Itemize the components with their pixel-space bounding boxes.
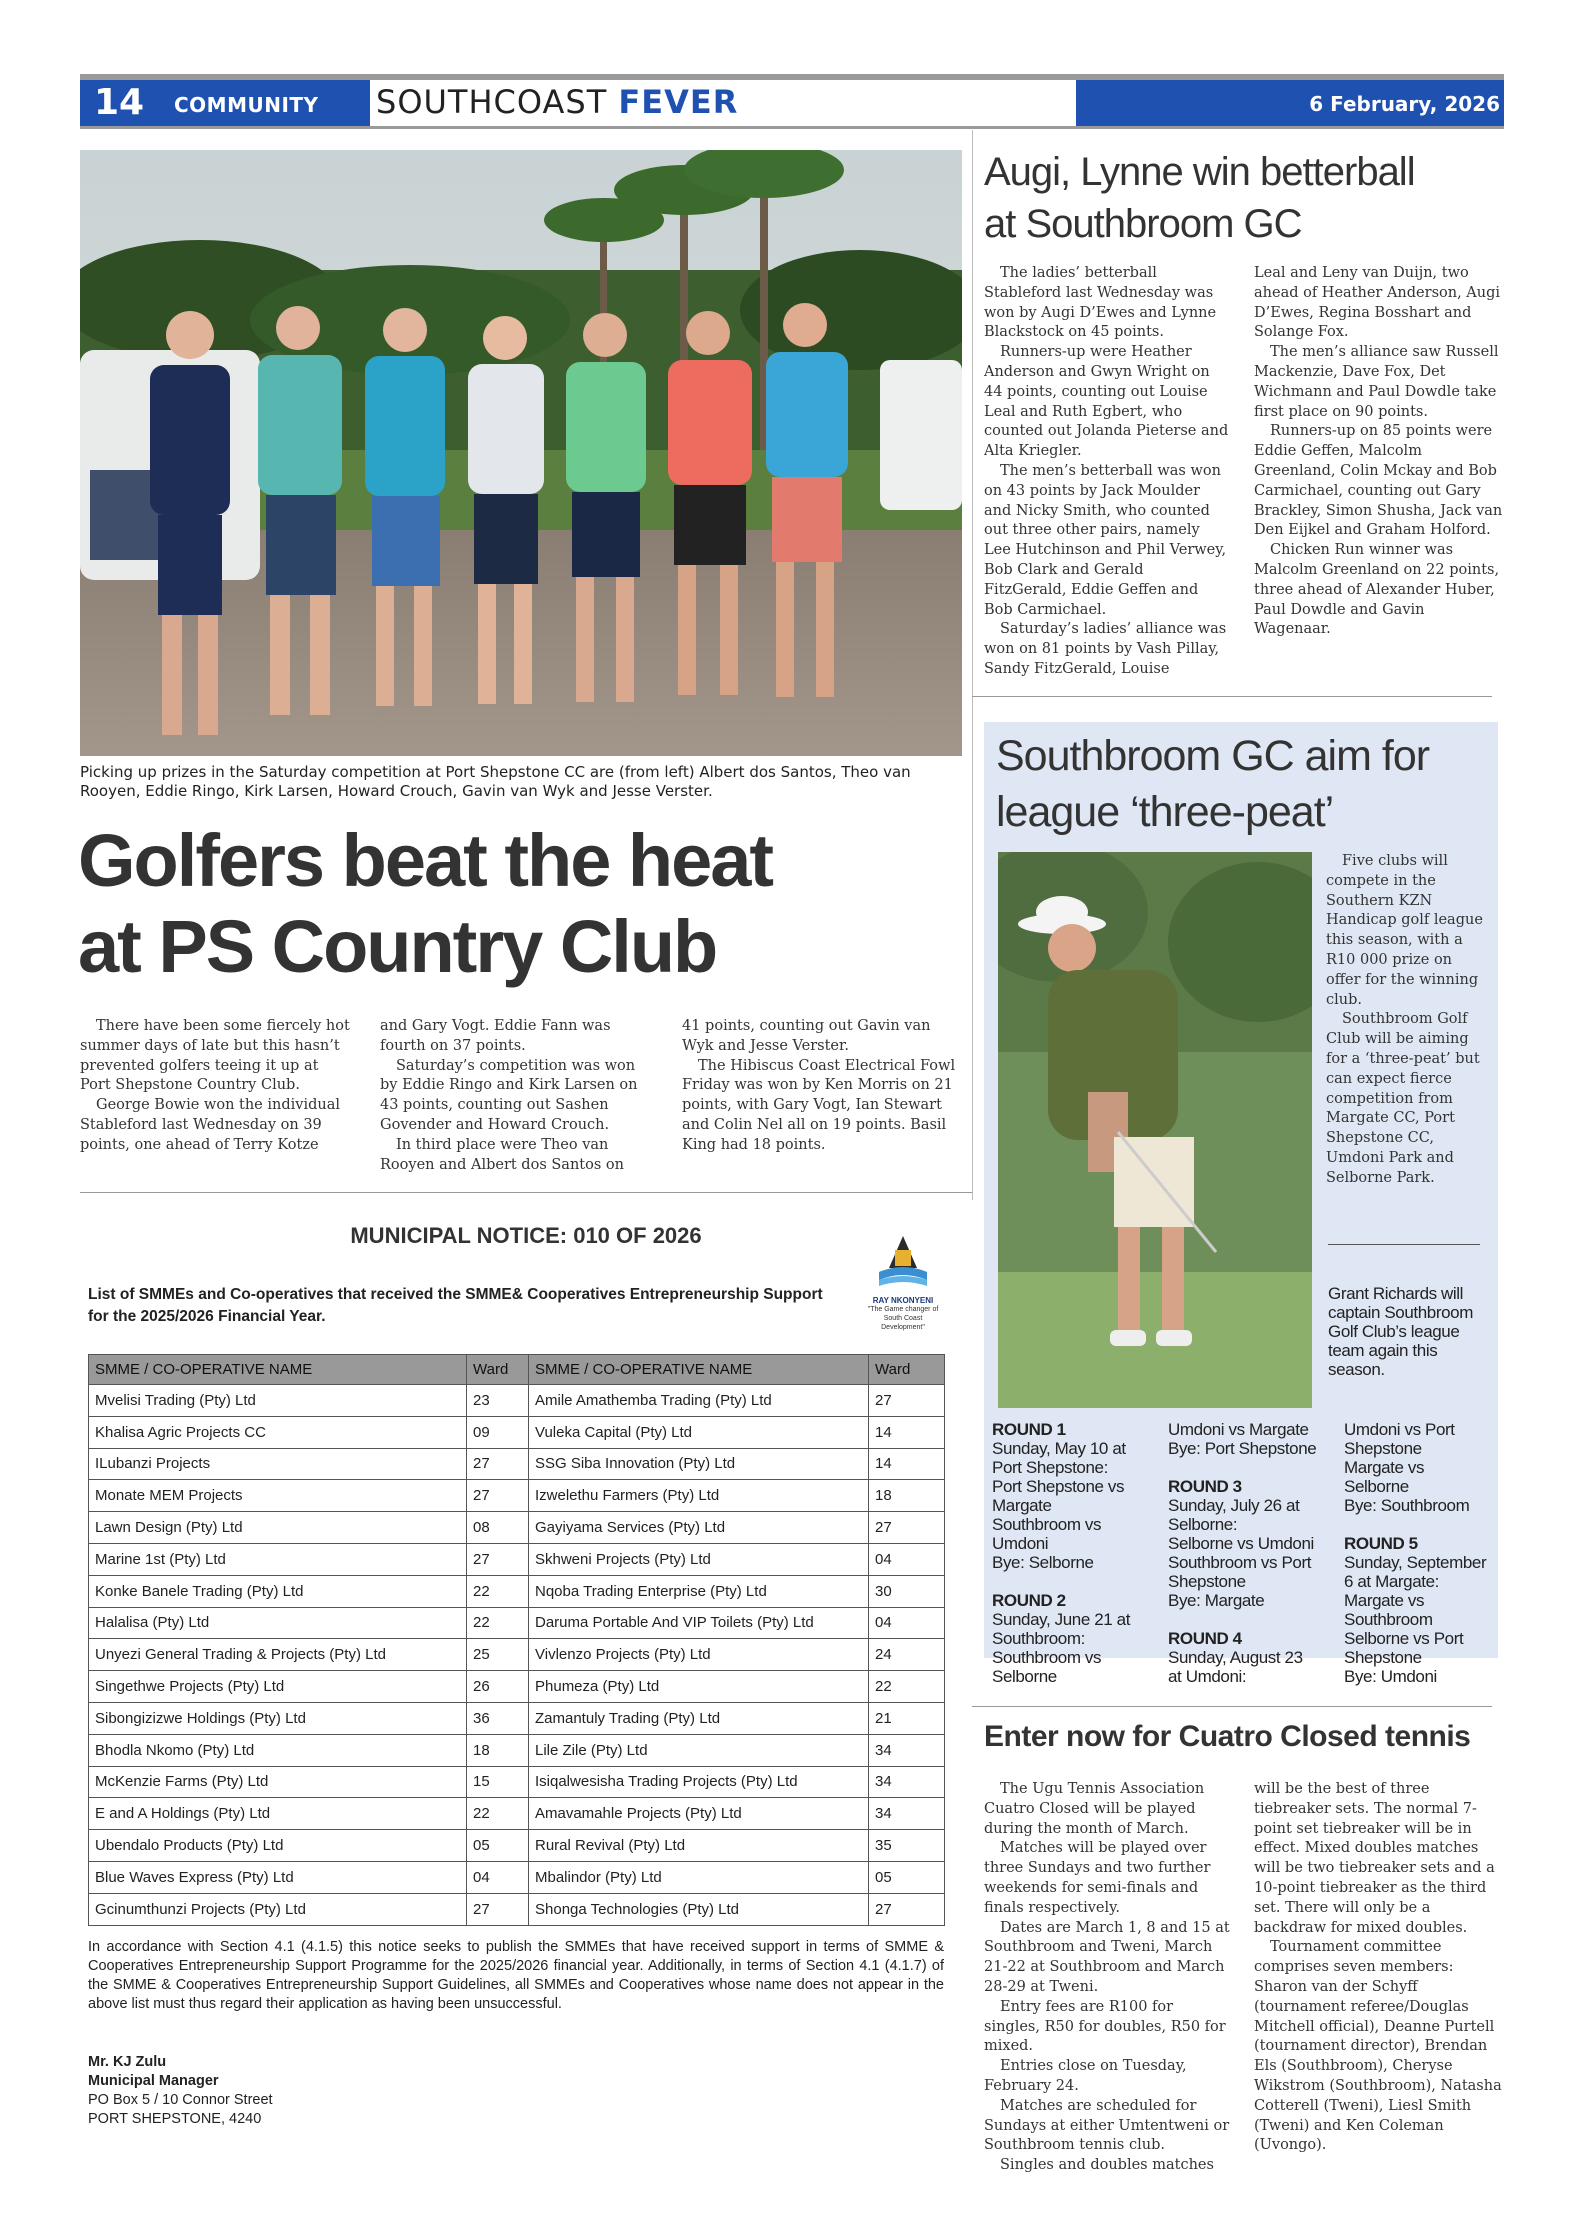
fixture-line: Margate bbox=[992, 1496, 1052, 1515]
golf-story-col1 bbox=[80, 1017, 350, 1156]
ward-cell: 15 bbox=[467, 1766, 529, 1798]
fixture-line: Selborne bbox=[992, 1667, 1057, 1686]
notice-footer-text: In accordance with Section 4.1 (4.1.5) this notice seeks to publish the SMMEs that have received support in terms of SMME & Cooperatives Entrepreneurship Support Programme for the 2025/2026 financial year. Additionally, in terms of Section 4.1 (4.1.7) of the SMME & Cooperatives Entrepreneurship Support Guidelines, all SMMEs and Cooperatives whose name does not appear in the above list must thus regard their application as having been unsuccessful. bbox=[88, 1939, 944, 2012]
smme-name-cell: Rural Revival (Pty) Ltd bbox=[529, 1830, 869, 1862]
table-row bbox=[89, 1671, 945, 1703]
fixture-line: 6 at Margate: bbox=[1344, 1572, 1439, 1591]
round-heading: ROUND 2 bbox=[992, 1591, 1066, 1610]
smme-name-cell: E and A Holdings (Pty) Ltd bbox=[89, 1798, 467, 1830]
paragraph: Tournament committee comprises seven members: Sharon van der Schyff (tournament referee/Douglas Mitchell official), Deanne Purtell (tournament director), Brendan Els (Southbroom), Cheryse Wikstrom (Southbroom), Natasha Cotterell (Tweni), Liesl Smith (Tweni) and Ken Coleman (Uvongo). bbox=[1254, 1939, 1502, 2154]
smme-name-cell: Sibongizizwe Holdings (Pty) Ltd bbox=[89, 1702, 467, 1734]
fixture-block bbox=[1168, 1420, 1340, 1458]
smme-name-cell: Vivlenzo Projects (Pty) Ltd bbox=[529, 1639, 869, 1671]
ward-cell: 25 bbox=[467, 1639, 529, 1671]
fixture-line: Port Shepstone vs bbox=[992, 1477, 1125, 1496]
header-bottom-rule bbox=[80, 126, 1504, 129]
municipal-crest-icon bbox=[873, 1232, 933, 1292]
smme-name-cell: Singethwe Projects (Pty) Ltd bbox=[89, 1671, 467, 1703]
fixture-line: Umdoni bbox=[992, 1534, 1049, 1553]
paragraph: Saturday’s competition was won by Eddie Ringo and Kirk Larsen on 43 points, counting out Sashen Govender and Howard Crouch. bbox=[380, 1057, 638, 1133]
augi-story-title bbox=[984, 146, 1504, 250]
paragraph: There have been some fiercely hot summer days of late but this hasn’t prevented golfers teeing it up at Port Shepstone Country Club. bbox=[80, 1018, 350, 1094]
smme-name-cell: Khalisa Agric Projects CC bbox=[89, 1416, 467, 1448]
ward-cell: 08 bbox=[467, 1512, 529, 1544]
golfers-photo-caption: Picking up prizes in the Saturday competition at Port Shepstone CC are (from left) Albert dos Santos, Theo van Rooyen, Eddie Ringo, Kirk Larsen, Howard Crouch, Gavin van Wyk and Jesse Verster. bbox=[80, 763, 911, 800]
ward-cell: 27 bbox=[869, 1893, 945, 1925]
fixture-block bbox=[1344, 1534, 1500, 1686]
logo-tagline: "The Game changer of South Coast Development" bbox=[867, 1306, 939, 1331]
smme-name-cell: Izwelethu Farmers (Pty) Ltd bbox=[529, 1480, 869, 1512]
smme-name-cell: Shonga Technologies (Pty) Ltd bbox=[529, 1893, 869, 1925]
table-row bbox=[89, 1385, 945, 1417]
ward-cell: 04 bbox=[869, 1543, 945, 1575]
ward-cell: 22 bbox=[467, 1575, 529, 1607]
smme-name-cell: Ubendalo Products (Pty) Ltd bbox=[89, 1830, 467, 1862]
smme-name-cell: Marine 1st (Pty) Ltd bbox=[89, 1543, 467, 1575]
augi-title-line1: Augi, Lynne win betterball bbox=[984, 150, 1415, 194]
smme-name-cell: Daruma Portable And VIP Toilets (Pty) Ltd bbox=[529, 1607, 869, 1639]
paragraph: Runners-up on 85 points were Eddie Geffen, Malcolm Greenland, Colin Mckay and Bob Carmichael, counting out Gary Brackley, Simon Shusha, Jack van Den Eijkel and Graham Holford. bbox=[1254, 423, 1503, 539]
table-row bbox=[89, 1448, 945, 1480]
paragraph: The ladies’ betterball Stableford last Wednesday was won by Augi D’Ewes and Lynne Blackstock on 45 points. bbox=[984, 265, 1217, 341]
signatory-name: Mr. KJ Zulu bbox=[88, 2054, 167, 2070]
fixture-block bbox=[992, 1591, 1164, 1686]
column-header: Ward bbox=[869, 1355, 945, 1385]
fixture-line: Bye: Southbroom bbox=[1344, 1496, 1470, 1515]
brand-thin: SOUTHCOAST bbox=[376, 83, 619, 121]
table-row bbox=[89, 1861, 945, 1893]
ward-cell: 36 bbox=[467, 1702, 529, 1734]
ward-cell: 04 bbox=[869, 1607, 945, 1639]
paragraph: Entry fees are R100 for singles, R50 for doubles, R50 for mixed. bbox=[984, 1998, 1226, 2055]
section-divider bbox=[972, 696, 1492, 697]
smme-name-cell: Gayiyama Services (Pty) Ltd bbox=[529, 1512, 869, 1544]
ward-cell: 14 bbox=[869, 1416, 945, 1448]
fixture-line: Selborne: bbox=[1168, 1515, 1238, 1534]
round-heading: ROUND 3 bbox=[1168, 1477, 1242, 1496]
smme-name-cell: Bhodla Nkomo (Pty) Ltd bbox=[89, 1734, 467, 1766]
paragraph: Leal and Leny van Duijn, two ahead of Heather Anderson, Augi D’Ewes, Regina Bosshart and Solange Fox. bbox=[1254, 265, 1501, 341]
notice-title: MUNICIPAL NOTICE: 010 OF 2026 bbox=[350, 1223, 702, 1248]
address-line: PO Box 5 / 10 Connor Street bbox=[88, 2092, 273, 2108]
paragraph: The Hibiscus Coast Electrical Fowl Friday was won by Ken Morris on 21 points, with Gary Vogt, Ian Stewart and Colin Nel all on 19 points. Basil King had 18 points. bbox=[682, 1057, 956, 1153]
augi-title-line2: at Southbroom GC bbox=[984, 202, 1302, 246]
ward-cell: 27 bbox=[467, 1480, 529, 1512]
smme-table-wrap bbox=[88, 1354, 945, 1926]
smme-name-cell: Isiqalwesisha Trading Projects (Pty) Ltd bbox=[529, 1766, 869, 1798]
fixture-line: Southbroom vs bbox=[992, 1648, 1102, 1667]
fixture-line: Selborne vs Port bbox=[1344, 1629, 1464, 1648]
ward-cell: 22 bbox=[467, 1607, 529, 1639]
tennis-story-col1 bbox=[984, 1780, 1230, 2176]
smme-name-cell: Gcinumthunzi Projects (Pty) Ltd bbox=[89, 1893, 467, 1925]
league-story-title bbox=[996, 728, 1496, 840]
fixture-line: Shepstone bbox=[1344, 1648, 1422, 1667]
fixture-line: Umdoni vs Margate bbox=[1168, 1420, 1309, 1439]
page-header-left bbox=[80, 80, 370, 126]
ward-cell: 14 bbox=[869, 1448, 945, 1480]
table-row bbox=[89, 1639, 945, 1671]
smme-name-cell: Vuleka Capital (Pty) Ltd bbox=[529, 1416, 869, 1448]
fixture-line: Southbroom bbox=[1344, 1610, 1433, 1629]
fixture-line: Southbroom vs Port bbox=[1168, 1553, 1312, 1572]
golfer-photo-illustration bbox=[998, 852, 1312, 1408]
fixture-line: Southbroom vs bbox=[992, 1515, 1102, 1534]
smme-name-cell: Amile Amathemba Trading (Pty) Ltd bbox=[529, 1385, 869, 1417]
paragraph: Five clubs will compete in the Southern KZN Handicap golf league this season, with a R10 000 prize on offer for the winning club. bbox=[1326, 853, 1483, 1008]
smme-name-cell: Blue Waves Express (Pty) Ltd bbox=[89, 1861, 467, 1893]
section-divider bbox=[80, 1192, 972, 1193]
round-heading: ROUND 1 bbox=[992, 1420, 1066, 1439]
table-row bbox=[89, 1416, 945, 1448]
issue-date: 6 February, 2026 bbox=[1076, 80, 1504, 126]
ward-cell: 35 bbox=[869, 1830, 945, 1862]
section-name: COMMUNITY bbox=[174, 93, 319, 117]
ward-cell: 27 bbox=[467, 1893, 529, 1925]
paragraph: Entries close on Tuesday, February 24. bbox=[984, 2058, 1187, 2094]
smme-name-cell: Nqoba Trading Enterprise (Pty) Ltd bbox=[529, 1575, 869, 1607]
tennis-story-col2 bbox=[1254, 1780, 1504, 2156]
ward-cell: 27 bbox=[869, 1512, 945, 1544]
section-divider bbox=[972, 1706, 1492, 1707]
grant-richards-photo bbox=[998, 852, 1312, 1408]
golf-headline-line2: at PS Country Club bbox=[78, 905, 717, 988]
round-heading: ROUND 4 bbox=[1168, 1629, 1242, 1648]
smme-table bbox=[88, 1354, 945, 1926]
paragraph: will be the best of three tiebreaker sets. The normal 7-point set tiebreaker will be in effect. Mixed doubles matches will be two tiebreaker sets and a 10-point tiebreaker as the third set. There will only be a backdraw for mixed doubles. bbox=[1254, 1781, 1495, 1936]
smme-name-cell: Lawn Design (Pty) Ltd bbox=[89, 1512, 467, 1544]
ward-cell: 34 bbox=[869, 1734, 945, 1766]
augi-story-col1 bbox=[984, 264, 1230, 680]
table-row bbox=[89, 1575, 945, 1607]
paragraph: Singles and doubles matches bbox=[1000, 2157, 1214, 2174]
ward-cell: 09 bbox=[467, 1416, 529, 1448]
notice-intro: List of SMMEs and Co-operatives that received the SMME& Cooperatives Entrepreneurship Support for the 2025/2026 Financial Year. bbox=[88, 1286, 823, 1325]
fixture-line: Shepstone bbox=[1168, 1572, 1246, 1591]
newspaper-brand bbox=[376, 78, 738, 126]
paragraph: and Gary Vogt. Eddie Fann was fourth on 37 points. bbox=[380, 1018, 611, 1054]
column-divider bbox=[972, 130, 973, 1200]
fixture-line: Southbroom: bbox=[992, 1629, 1085, 1648]
golf-headline-line1: Golfers beat the heat bbox=[78, 819, 773, 902]
league-story-body bbox=[1326, 852, 1490, 1189]
ward-cell: 26 bbox=[467, 1671, 529, 1703]
table-row bbox=[89, 1766, 945, 1798]
ward-cell: 04 bbox=[467, 1861, 529, 1893]
table-row bbox=[89, 1798, 945, 1830]
fixture-line: at Umdoni: bbox=[1168, 1667, 1247, 1686]
table-row bbox=[89, 1512, 945, 1544]
column-header: SMME / CO-OPERATIVE NAME bbox=[89, 1355, 467, 1385]
smme-name-cell: SSG Siba Innovation (Pty) Ltd bbox=[529, 1448, 869, 1480]
page-number: 14 bbox=[94, 82, 145, 123]
smme-name-cell: Halalisa (Pty) Ltd bbox=[89, 1607, 467, 1639]
fixture-line: Sunday, September bbox=[1344, 1553, 1487, 1572]
ward-cell: 05 bbox=[869, 1861, 945, 1893]
paragraph: George Bowie won the individual Stableford last Wednesday on 39 points, one ahead of Terry Kotze bbox=[80, 1097, 340, 1153]
fixture-line: Port Shepstone: bbox=[992, 1458, 1108, 1477]
paragraph: In third place were Theo van Rooyen and Albert dos Santos on bbox=[380, 1136, 624, 1173]
golf-headline bbox=[78, 818, 968, 990]
smme-name-cell: Monate MEM Projects bbox=[89, 1480, 467, 1512]
fixture-line: Bye: Margate bbox=[1168, 1591, 1265, 1610]
brand-bold: FEVER bbox=[618, 83, 739, 121]
ward-cell: 27 bbox=[869, 1385, 945, 1417]
ward-cell: 23 bbox=[467, 1385, 529, 1417]
ward-cell: 34 bbox=[869, 1798, 945, 1830]
ward-cell: 27 bbox=[467, 1448, 529, 1480]
fixtures-col1 bbox=[992, 1420, 1164, 1686]
paragraph: Runners-up were Heather Anderson and Gwyn Wright on 44 points, counting out Louise Leal and Ruth Egbert, who counted out Jolanda Pieterse and Alta Kriegler. bbox=[984, 344, 1229, 460]
address-line: PORT SHEPSTONE, 4240 bbox=[88, 2111, 262, 2127]
smme-name-cell: Zamantuly Trading (Pty) Ltd bbox=[529, 1702, 869, 1734]
table-row bbox=[89, 1734, 945, 1766]
ward-cell: 18 bbox=[869, 1480, 945, 1512]
paragraph: Saturday’s ladies’ alliance was won on 81 points by Vash Pillay, Sandy FitzGerald, Louise bbox=[984, 621, 1227, 677]
fixture-line: Umdoni vs Port bbox=[1344, 1420, 1455, 1439]
table-row bbox=[89, 1830, 945, 1862]
fixture-line: Sunday, May 10 at bbox=[992, 1439, 1126, 1458]
smme-name-cell: Lile Zile (Pty) Ltd bbox=[529, 1734, 869, 1766]
table-row bbox=[89, 1480, 945, 1512]
smme-name-cell: Skhweni Projects (Pty) Ltd bbox=[529, 1543, 869, 1575]
league-photo-caption: Grant Richards will captain Southbroom Golf Club’s league team again this season. bbox=[1328, 1284, 1473, 1379]
fixture-line: Sunday, June 21 at bbox=[992, 1610, 1131, 1629]
smme-name-cell: McKenzie Farms (Pty) Ltd bbox=[89, 1766, 467, 1798]
fixture-line: Selborne vs Umdoni bbox=[1168, 1534, 1314, 1553]
paragraph: The men’s betterball was won on 43 points by Jack Moulder and Nicky Smith, who counted out three other pairs, namely Lee Hutchinson and Phil Verwey, Bob Clark and Gerald FitzGerald, Eddie Geffen and Bob Carmichael. bbox=[984, 462, 1227, 618]
fixtures-col3 bbox=[1344, 1420, 1500, 1686]
fixture-block bbox=[1344, 1420, 1500, 1515]
fixture-line: Selborne bbox=[1344, 1477, 1409, 1496]
ward-cell: 30 bbox=[869, 1575, 945, 1607]
table-row bbox=[89, 1607, 945, 1639]
golf-story-col3 bbox=[682, 1017, 962, 1156]
ward-cell: 18 bbox=[467, 1734, 529, 1766]
fixture-line: Bye: Umdoni bbox=[1344, 1667, 1437, 1686]
ward-cell: 22 bbox=[869, 1671, 945, 1703]
ray-nkonyeni-logo bbox=[862, 1232, 944, 1332]
golf-story-col2 bbox=[380, 1017, 652, 1175]
logo-name: RAY NKONYENI bbox=[872, 1296, 934, 1305]
ward-cell: 21 bbox=[869, 1702, 945, 1734]
tennis-story-title: Enter now for Cuatro Closed tennis bbox=[984, 1720, 1471, 1753]
column-header: Ward bbox=[467, 1355, 529, 1385]
smme-name-cell: Konke Banele Trading (Pty) Ltd bbox=[89, 1575, 467, 1607]
league-title-line1: Southbroom GC aim for bbox=[996, 732, 1430, 780]
paragraph: Matches will be played over three Sundays and two further weekends for semi-finals and finals respectively. bbox=[984, 1840, 1211, 1916]
table-header-row bbox=[89, 1355, 945, 1385]
ward-cell: 05 bbox=[467, 1830, 529, 1862]
smme-name-cell: Unyezi General Trading & Projects (Pty) Ltd bbox=[89, 1639, 467, 1671]
paragraph: Chicken Run winner was Malcolm Greenland on 22 points, three ahead of Alexander Huber, Paul Dowdle and Gavin Wagenaar. bbox=[1254, 542, 1500, 638]
table-row bbox=[89, 1893, 945, 1925]
paragraph: The men’s alliance saw Russell Mackenzie, Dave Fox, Det Wichmann and Paul Dowdle take first place on 90 points. bbox=[1254, 344, 1499, 420]
ward-cell: 24 bbox=[869, 1639, 945, 1671]
paragraph: Southbroom Golf Club will be aiming for a ‘three-peat’ but can expect fierce competition from Margate CC, Port Shepstone CC, Umdoni Park and Selborne Park. bbox=[1326, 1011, 1480, 1186]
table-row bbox=[89, 1543, 945, 1575]
smme-name-cell: Phumeza (Pty) Ltd bbox=[529, 1671, 869, 1703]
fixture-block bbox=[992, 1420, 1164, 1572]
golfers-group-photo bbox=[80, 150, 962, 756]
league-title-line2: league ‘three-peat’ bbox=[996, 788, 1334, 836]
fixture-line: Sunday, July 26 at bbox=[1168, 1496, 1300, 1515]
smme-name-cell: Mvelisi Trading (Pty) Ltd bbox=[89, 1385, 467, 1417]
fixture-line: Sunday, August 23 bbox=[1168, 1648, 1303, 1667]
golfers-photo-illustration bbox=[80, 150, 962, 756]
smme-name-cell: Mbalindor (Pty) Ltd bbox=[529, 1861, 869, 1893]
column-header: SMME / CO-OPERATIVE NAME bbox=[529, 1355, 869, 1385]
fixture-line: Bye: Port Shepstone bbox=[1168, 1439, 1317, 1458]
fixture-line: Margate vs bbox=[1344, 1458, 1425, 1477]
smme-name-cell: ILubanzi Projects bbox=[89, 1448, 467, 1480]
caption-rule bbox=[1328, 1244, 1480, 1245]
signatory-title: Municipal Manager bbox=[88, 2073, 219, 2089]
paragraph: The Ugu Tennis Association Cuatro Closed will be played during the month of March. bbox=[984, 1781, 1205, 1837]
paragraph: 41 points, counting out Gavin van Wyk and Jesse Verster. bbox=[682, 1018, 931, 1054]
fixture-line: Bye: Selborne bbox=[992, 1553, 1094, 1572]
ward-cell: 34 bbox=[869, 1766, 945, 1798]
ward-cell: 27 bbox=[467, 1543, 529, 1575]
fixture-line: Shepstone bbox=[1344, 1439, 1422, 1458]
paragraph: Dates are March 1, 8 and 15 at Southbroom and Tweni, March 21-22 at Southbroom and March 28-29 at Tweni. bbox=[984, 1919, 1230, 1995]
table-row bbox=[89, 1702, 945, 1734]
ward-cell: 22 bbox=[467, 1798, 529, 1830]
notice-signature bbox=[88, 2053, 588, 2129]
smme-table-body bbox=[89, 1385, 945, 1926]
fixture-block bbox=[1168, 1477, 1340, 1610]
smme-name-cell: Amavamahle Projects (Pty) Ltd bbox=[529, 1798, 869, 1830]
fixture-line: Margate vs bbox=[1344, 1591, 1425, 1610]
paragraph: Matches are scheduled for Sundays at either Umtentweni or Southbroom tennis club. bbox=[984, 2097, 1230, 2154]
round-heading: ROUND 5 bbox=[1344, 1534, 1418, 1553]
fixture-block bbox=[1168, 1629, 1340, 1686]
augi-story-col2 bbox=[1254, 264, 1504, 640]
fixtures-col2 bbox=[1168, 1420, 1340, 1686]
